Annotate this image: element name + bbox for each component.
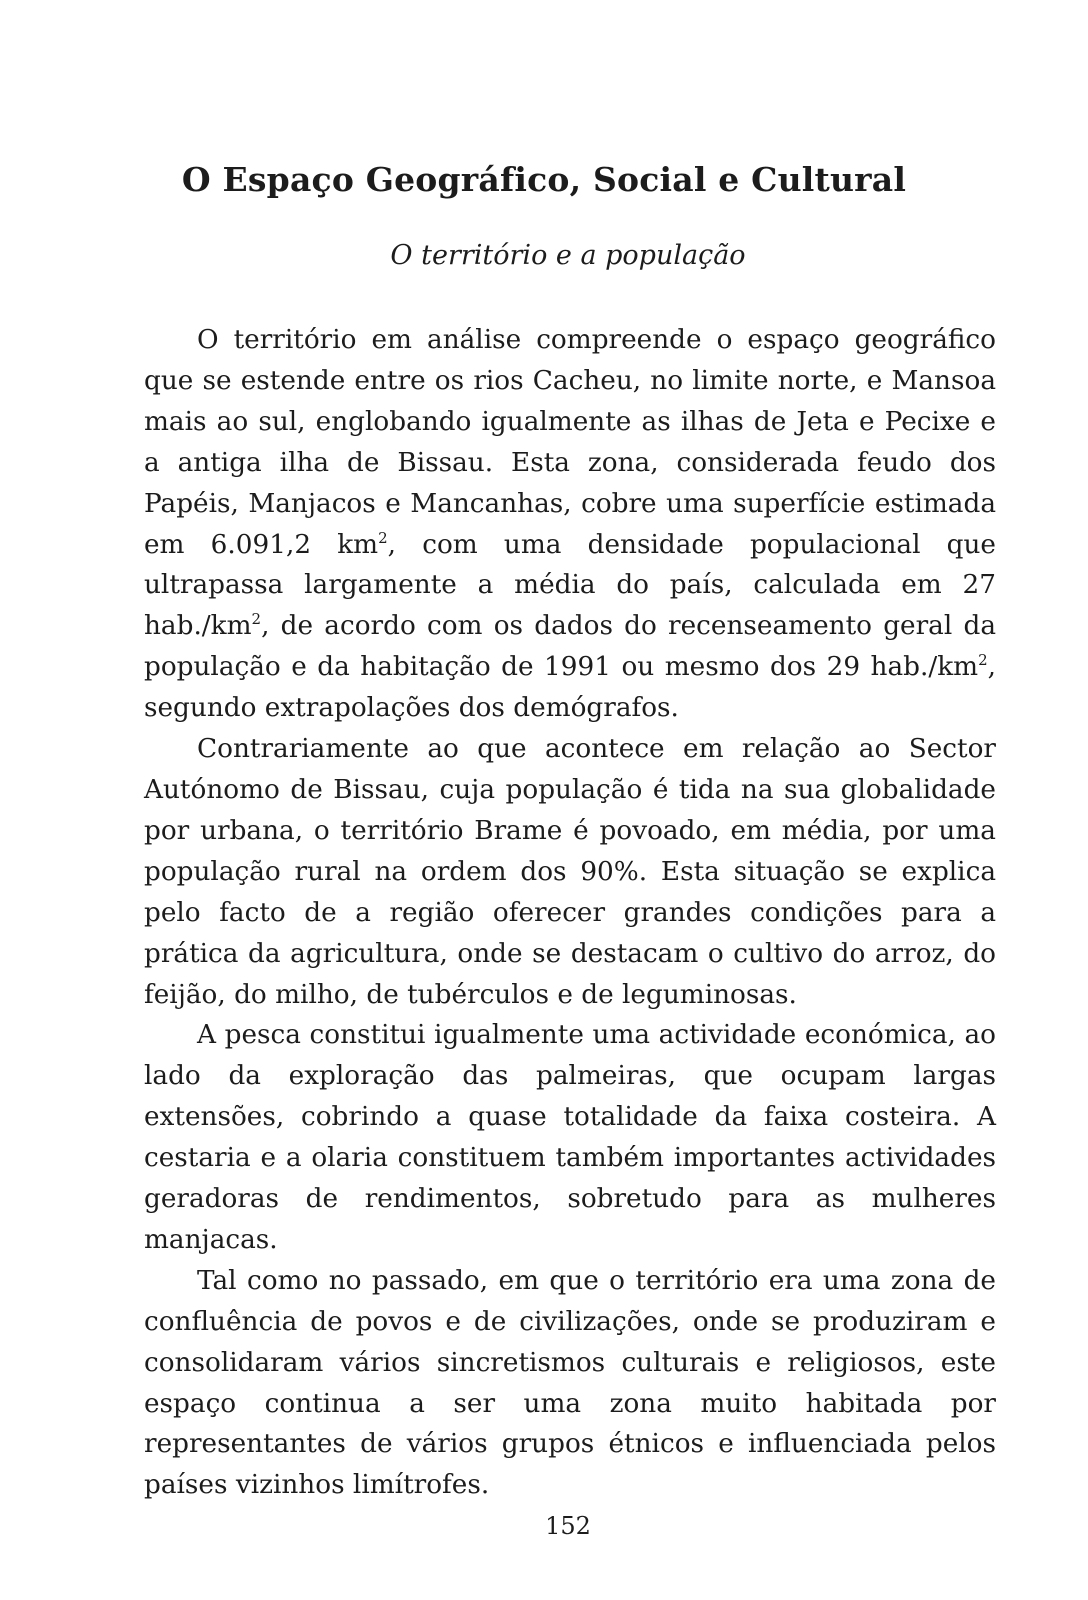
paragraph-1-text-d: , segundo extrapolações dos demógrafos.	[144, 652, 996, 724]
paragraph-2: Contrariamente ao que acontece em relação ao Sector Autónomo de Bissau, cuja população é tida na sua globalidade por urbana, o território Brame é povoado, em média, por uma população rural na ordem dos 90%. Esta situação se explica pelo facto de a região oferecer grandes condições para a prática da agricultura, onde se destacam o cultivo do arroz, do feijão, do milho, de tubérculos e de leguminosas.	[144, 734, 996, 1010]
chapter-title: O Espaço Geográfico, Social e Cultural	[181, 160, 907, 199]
superscript-squared: 2	[251, 610, 262, 629]
body-text	[144, 320, 996, 1506]
paragraph-1-text-b: , com uma densidade populacional que ultrapassa largamente a média do país, calculada em 27 hab./km	[144, 529, 996, 642]
paragraph-1-text-a: O território em análise compreende o espaço geográfico que se estende entre os rios Cacheu, no limite norte, e Mansoa mais ao sul, englobando igualmente as ilhas de Jeta e Pecixe e a antiga ilha de Bissau. Esta zona, considerada feudo dos Papéis, Manjacos e Mancanhas, cobre uma superfície estimada em 6.091,2 km	[144, 325, 996, 560]
section-title: O território e a população	[390, 240, 746, 271]
paragraph-3: A pesca constitui igualmente uma actividade económica, ao lado da exploração das palmeiras, que ocupam largas extensões, cobrindo a quase totalidade da faixa costeira. A cestaria e a olaria constituem também importantes actividades geradoras de rendimentos, sobretudo para as mulheres manjacas.	[144, 1020, 996, 1255]
page-number: 152	[545, 1512, 591, 1540]
paragraph-1	[144, 320, 996, 729]
paragraph-1-text-c: , de acordo com os dados do recenseamento geral da população e da habitação de 1991 ou mesmo dos 29 hab./km	[144, 611, 996, 683]
superscript-squared: 2	[378, 528, 388, 547]
superscript-squared: 2	[978, 651, 988, 670]
paragraph-4: Tal como no passado, em que o território era uma zona de confluência de povos e de civilizações, onde se produziram e consolidaram vários sincretismos culturais e religiosos, este espaço continua a ser uma zona muito habitada por representantes de vários grupos étnicos e influenciada pelos países vizinhos limítrofes.	[144, 1265, 996, 1501]
